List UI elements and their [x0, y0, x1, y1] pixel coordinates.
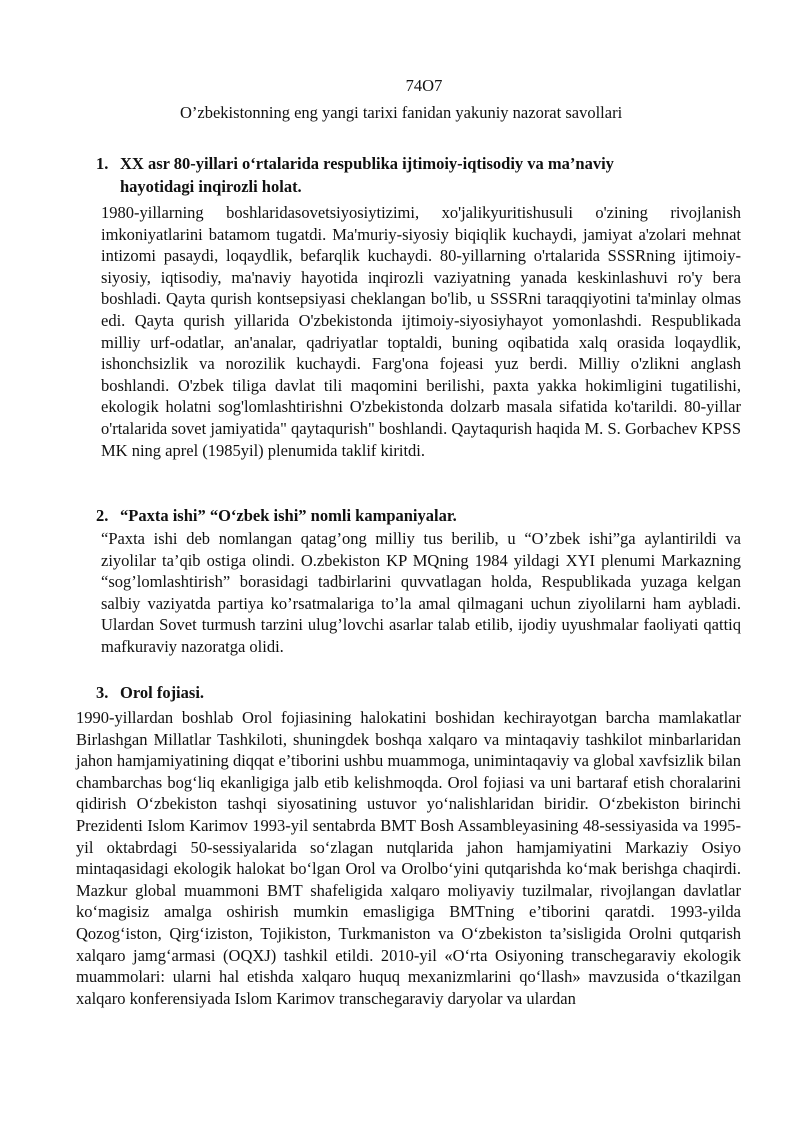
question-number: 2.: [96, 506, 109, 525]
question-2-heading: [96, 504, 736, 527]
question-number: 3.: [96, 683, 109, 702]
question-text-line-2: hayotidagi inqirozli holat.: [120, 177, 302, 196]
answer-3-paragraph: 1990-yillardan boshlab Orol fojiasining halokatini boshidan kechirayotgan barcha mamlakatlar Birlashgan Millatlar Tashkiloti, shuningdek boshqa xalqaro va mintaqaviy tashkilot minbarlaridan jahon hamjamiyatining diqqat e’tiborini ushbu muammoga, unimintaqaviy va global xavfsizlik bilan chambarchas bogʻliq ekanligiga jalb etib kelishmoqda. Orol fojiasi va uni bartaraf etish choralarini qidirish Oʻzbekiston tashqi siyosatining ustuvor yoʻnalishlaridan biridir. Oʻzbekiston birinchi Prezidenti Islom Karimov 1993-yil sentabrda BMT Bosh Assambleyasining 48-sessiyasida va 1995-yil oktabrdagi 50-sessiyalarida soʻzlagan nutqlarida jahon hamjamiyatini Markaziy Osiyo mintaqasidagi ekologik halokat boʻlgan Orol va Orolboʻyini qutqarishda koʻmak berishga chaqirdi. Mazkur global muammoni BMT shafeligida xalqaro moliyaviy tuzilmalar, rivojlangan davlatlar koʻmagisiz amalga oshirish mumkin emasligiga BMTning e’tiborini qaratdi. 1993-yilda Qozogʻiston, Qirgʻiziston, Tojikiston, Turkmaniston va Oʻzbekiston ta’sisligida Orolni qutqarish xalqaro jamgʻarmasi (OQXJ) tashkil etildi. 2010-yil «Oʻrta Osiyoning transchegaraviy ekologik muammolari: ularni hal etishda xalqaro huquq mexanizmlarini qoʻllash» mavzusida oʻtkazilgan xalqaro konferensiyada Islom Karimov transchegaraviy daryolar va ulardan: [76, 708, 741, 1008]
answer-2-paragraph: “Paxta ishi deb nomlangan qatag’ong milliy tus berilib, u “O’zbek ishi”ga aylantirildi va ziyolilar ta’qib ostiga olindi. O.zbekiston KP MQning 1984 yildagi XYI plenumi Markazning “sog’lomlashtirish” borasidagi tadbirlarini quvvatlagan holda, Respublikada yuzaga kelgan salbiy vaziyatda partiya ko’rsatmalariga to’la amal qilmagani uchun ziyolilarni ham aybladi. Ulardan Sovet turmush tarzini ulug’lovchi asarlar talab etilib, ijodiy uyushmalar faoliyati qattiq mafkuraviy nazoratga olidi.: [101, 529, 741, 656]
question-number: 1.: [96, 154, 109, 173]
answer-1-paragraph: 1980-yillarning boshlaridasovetsiyosiytizimi, xo'jalikyuritishusuli o'zining rivojlanish imkoniyatlarini batamom tugatdi. Ma'muriy-siyosiy biqiqlik kuchaydi, jamiyat a'zolari mehnat intizomi pasaydi, loqaydlik, befarqlik kuchaydi. 80-yillarning o'rtalarida SSSRning ijtimoiy-siyosiy, iqtisodiy, ma'naviy hayotida inqirozli vaziyatning yanada keskinlashuvi ro'y bera boshladi. Qayta qurish kontsepsiyasi cheklangan bo'lib, u SSSRni taraqqiyotini ta'minlay olmas edi. Qayta qurish yillarida O'zbekistonda ijtimoiy-siyosiyhayot yomonlashdi. Respublikada milliy urf-odatlar, an'analar, qadriyatlar toptaldi, buning oqibatida xalq orasida loqaydlik, ishonchsizlik va norozilik kuchaydi. Farg'ona fojeasi yuz berdi. Milliy o'zlikni anglash boshlandi. O'zbek tiliga davlat tili maqomini berilishi, paxta yakka hokimligini tugatilishi, ekologik holatni sog'lomlashtirishni O'zbekistonda dolzarb masala sifatida ko'tarildi. 80-yillar o'rtalarida sovet jamiyatida" qaytaqurish" boshlandi. Qaytaqurish haqida M. S. Gorbachev KPSS MK ning aprel (1985yil) plenumida taklif kiritdi.: [101, 203, 741, 460]
question-3-heading: [96, 681, 736, 704]
question-text-line-1: “Paxta ishi” “Oʻzbek ishi” nomli kampaniyalar.: [120, 506, 457, 525]
question-1-heading: [96, 152, 736, 198]
question-text-line-1: XX asr 80-yillari oʻrtalarida respublika ijtimoiy-iqtisodiy va ma’naviy: [120, 154, 614, 173]
document-title: O’zbekistonning eng yangi tarixi fanidan yakuniy nazorat savollari: [180, 103, 623, 122]
question-text-line-1: Orol fojiasi.: [120, 683, 205, 702]
document-code: 74O7: [405, 76, 443, 95]
